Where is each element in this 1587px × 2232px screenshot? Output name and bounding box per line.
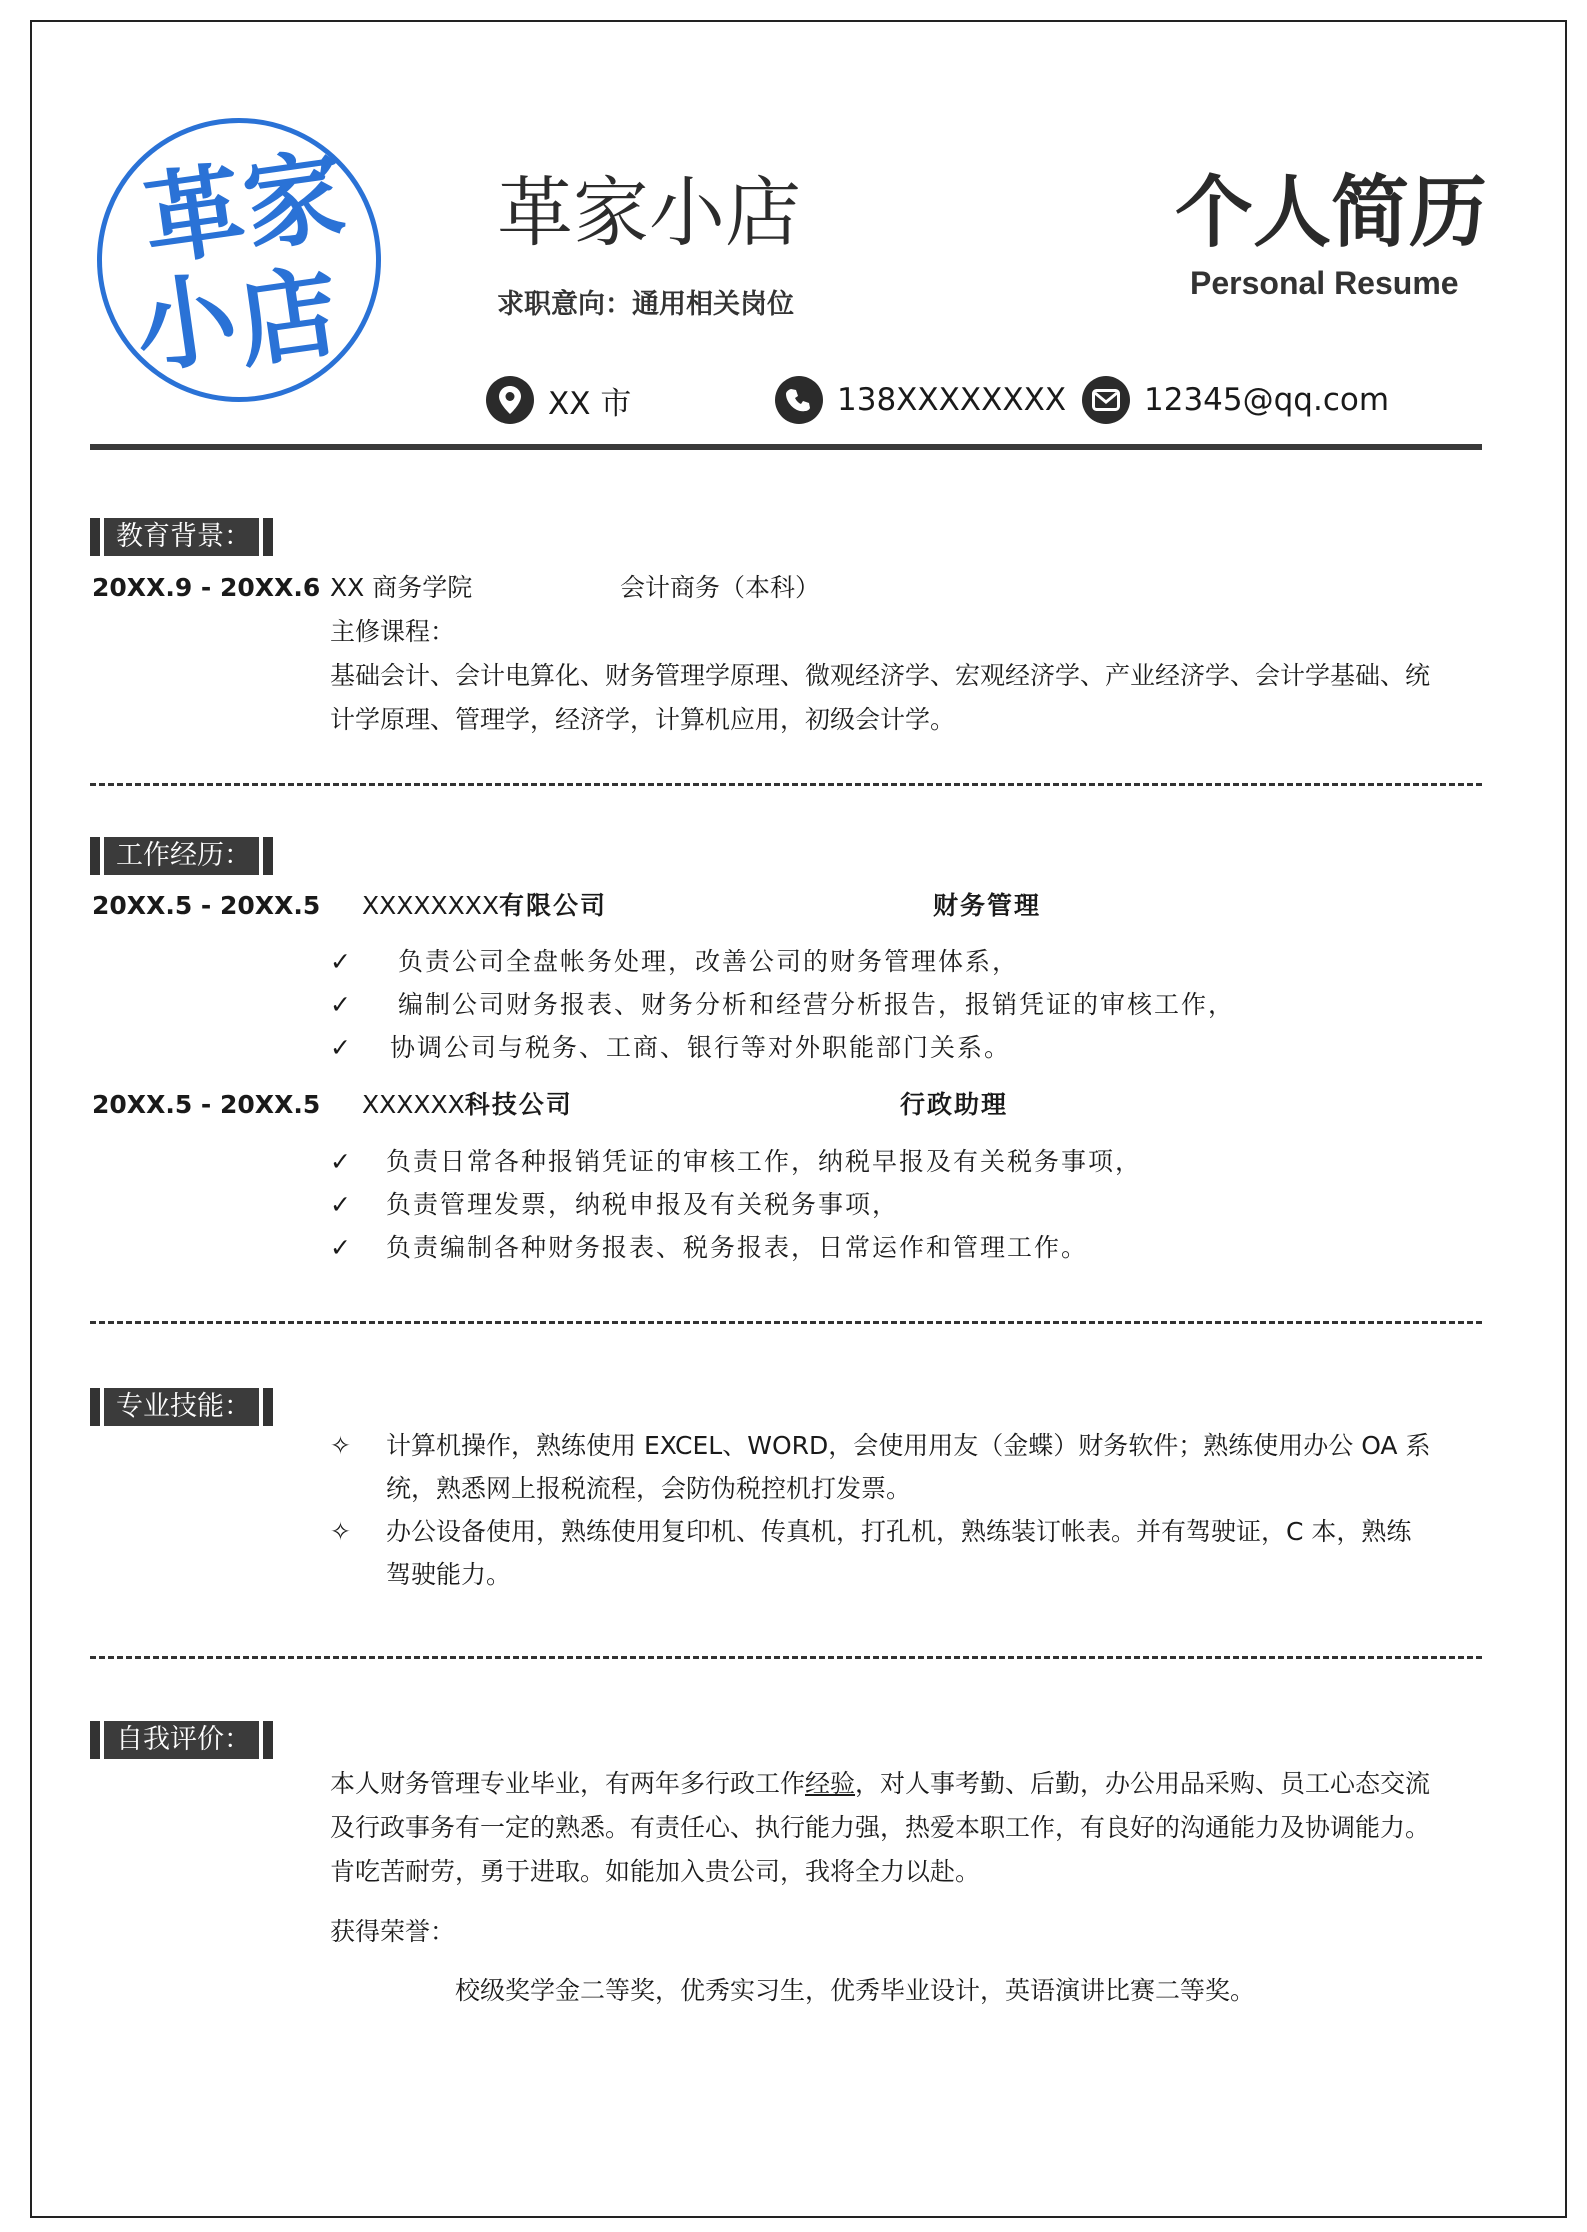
duty-item: ✓ 编制公司财务报表、财务分析和经营分析报告，报销凭证的审核工作， — [330, 988, 1235, 1022]
mail-icon — [1082, 376, 1130, 424]
check-icon: ✓ — [330, 1190, 353, 1219]
diamond-bullet-icon: ✧ — [330, 1431, 351, 1460]
self-evaluation-text: 本人财务管理专业毕业，有两年多行政工作经验，对人事考勤、后勤，办公用品采购、员工心态交流 及行政事务有一定的熟悉。有责任心、执行能力强，热爱本职工作，有良好的沟通能力及协调能力。 肯吃苦耐劳，勇于进取。如能加入贵公司，我将全力以赴。 — [330, 1769, 1431, 1886]
section-divider — [90, 783, 1482, 786]
section-label: 教育背景： — [104, 518, 259, 556]
duty-item: ✓ 协调公司与税务、工商、银行等对外职能部门关系。 — [330, 1031, 1011, 1065]
education-period: 20XX.9 - 20XX.6 — [92, 573, 321, 602]
education-school: XX 商务学院 — [330, 573, 473, 602]
check-icon: ✓ — [330, 990, 353, 1019]
honors-text: 校级奖学金二等奖，优秀实习生，优秀毕业设计，英语演讲比赛二等奖。 — [455, 1976, 1256, 2005]
section-label: 自我评价： — [104, 1721, 259, 1759]
check-icon: ✓ — [330, 1147, 353, 1176]
company-suffix: 科技公司 — [464, 1090, 573, 1119]
section-label: 工作经历： — [104, 837, 259, 875]
job-period: 20XX.5 - 20XX.5 — [92, 1090, 321, 1119]
job-intent: 求职意向：通用相关岗位 — [497, 289, 794, 320]
company-prefix: XXXXXXXX — [362, 891, 500, 920]
job-role: 财务管理 — [933, 891, 1042, 920]
courses-line: 计学原理、管理学，经济学，计算机应用，初级会计学。 — [330, 705, 956, 734]
company-suffix: 有限公司 — [499, 891, 608, 920]
contact-phone — [775, 376, 1066, 424]
education-major: 会计商务（本科） — [620, 573, 821, 602]
seal-char: 家 — [236, 135, 352, 267]
duty-item: ✓ 负责编制各种财务报表、税务报表，日常运作和管理工作。 — [330, 1231, 1088, 1265]
seal-logo — [97, 118, 381, 402]
honors-label: 获得荣誉： — [330, 1917, 456, 1946]
check-icon: ✓ — [330, 1233, 353, 1262]
seal-char: 店 — [230, 251, 346, 383]
section-heading-education — [90, 518, 273, 556]
section-label: 专业技能： — [104, 1388, 259, 1426]
courses-line: 基础会计、会计电算化、财务管理学原理、微观经济学、宏观经济学、产业经济学、会计学基础、统 — [330, 661, 1431, 690]
seal-char: 小 — [128, 257, 244, 389]
contact-email — [1082, 376, 1389, 424]
duty-item: ✓ 负责日常各种报销凭证的审核工作，纳税早报及有关税务事项， — [330, 1145, 1142, 1179]
duty-item: ✓ 负责管理发票，纳税申报及有关税务事项， — [330, 1188, 899, 1222]
section-heading-work — [90, 837, 273, 875]
section-divider — [90, 1656, 1482, 1659]
resume-title: 个人简历 — [1175, 168, 1488, 258]
duty-item: ✓ 负责公司全盘帐务处理，改善公司的财务管理体系， — [330, 945, 1019, 979]
location-text: XX 市 — [548, 385, 632, 422]
header-divider — [90, 444, 1482, 450]
courses-label: 主修课程： — [330, 617, 456, 646]
diamond-bullet-icon: ✧ — [330, 1517, 351, 1546]
skill-item: ✧ 计算机操作，熟练使用 EXCEL、WORD，会使用用友（金蝶）财务软件；熟练使用办公 OA 系 统，熟悉网上报税流程，会防伪税控机打发票。 — [330, 1424, 1440, 1510]
job-role: 行政助理 — [900, 1090, 1009, 1119]
skill-item: ✧ 办公设备使用，熟练使用复印机、传真机，打孔机，熟练装订帐表。并有驾驶证，C 本，熟练 驾驶能力。 — [330, 1510, 1440, 1596]
phone-text: 138XXXXXXXX — [837, 382, 1067, 418]
check-icon: ✓ — [330, 1033, 353, 1062]
email-text: 12345@qq.com — [1144, 382, 1390, 418]
job-company — [362, 1088, 573, 1122]
resume-subtitle: Personal Resume — [1190, 265, 1459, 301]
check-icon: ✓ — [330, 947, 353, 976]
section-divider — [90, 1321, 1482, 1324]
contact-location — [486, 376, 631, 424]
candidate-name: 革家小店 — [497, 168, 801, 257]
section-heading-self — [90, 1721, 273, 1759]
phone-icon — [775, 376, 823, 424]
company-prefix: XXXXXX — [362, 1090, 465, 1119]
job-period: 20XX.5 - 20XX.5 — [92, 891, 321, 920]
section-heading-skills — [90, 1388, 273, 1426]
seal-char: 革 — [136, 149, 252, 281]
location-pin-icon — [486, 376, 534, 424]
job-company — [362, 889, 607, 923]
